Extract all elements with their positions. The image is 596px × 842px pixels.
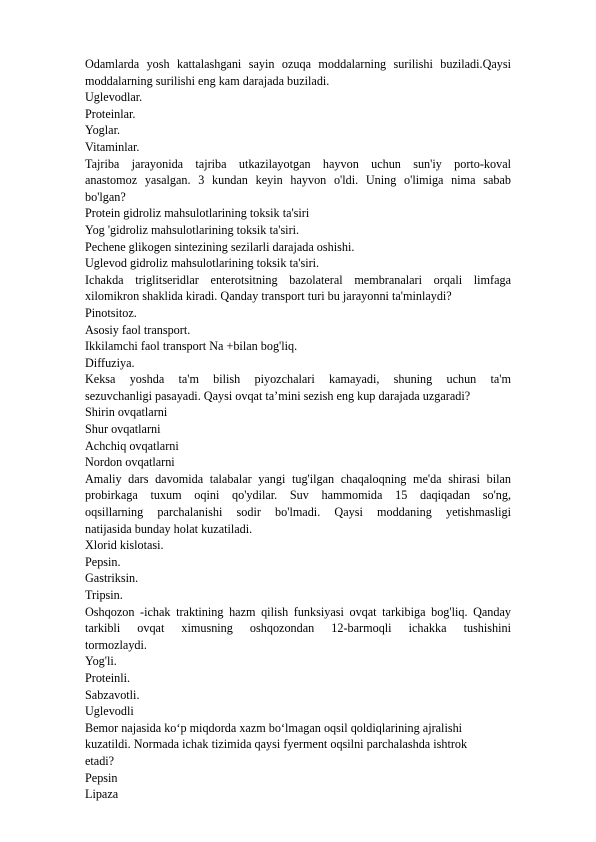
text-line: Xlorid kislotasi. [85, 538, 164, 553]
text-line: Uglevodli [85, 704, 134, 719]
text-line: Tajriba jarayonida tajriba utkazilayotgan hayvon uchun sun'iy porto-koval [85, 156, 511, 171]
text-line: Protein gidroliz mahsulotlarining toksik ta'siri [85, 206, 310, 221]
text-line: sezuvchanligi pasayadi. Qaysi ovqat ta’mini sezish eng kup darajada uzgaradi? [85, 388, 471, 403]
text-line: Sabzavotli. [85, 687, 140, 702]
text-line: natijasida bunday holat kuzatiladi. [85, 521, 253, 536]
text-line: Yog'li. [85, 654, 117, 669]
text-line: Odamlarda yosh kattalashgani sayin ozuqa moddalarning surilishi buziladi.Qaysi [85, 57, 511, 71]
text-line: anastomoz yasalgan. 3 kundan keyin hayvon o'ldi. Uning o'limiga nima sabab [85, 173, 511, 188]
text-line: Tripsin. [85, 588, 123, 602]
text-line: Asosiy faol transport. [85, 322, 191, 337]
text-line: moddalarning surilishi eng kam darajada buziladi. [85, 73, 330, 88]
text-line: Shirin ovqatlarni [85, 405, 168, 420]
text-line: Pepsin [85, 770, 118, 785]
text-line: Yog 'gidroliz mahsulotlarining toksik ta'siri. [85, 222, 300, 237]
text-line: Bemor najasida ko‘p miqdorda xazm bo‘lmagan oqsil qoldiqlarining ajralishi [85, 720, 463, 735]
text-line: probirkaga tuxum oqini qo'ydilar. Suv hammomida 15 daqiqadan so'ng, [85, 488, 511, 503]
text-line: Vitaminlar. [85, 139, 140, 154]
text-line: Ikkilamchi faol transport Na +bilan bog'liq. [85, 339, 298, 354]
text-line: etadi? [85, 753, 115, 768]
text-line: Uglevod gidroliz mahsulotlarining toksik ta'siri. [85, 256, 320, 271]
text-line: Yoglar. [85, 123, 120, 138]
text-line: oqsillarning parchalanishi sodir bo'lmadi. Qaysi moddaning yetishmasligi [85, 505, 511, 520]
text-line: Proteinli. [85, 670, 131, 685]
text-line: kuzatildi. Normada ichak tizimida qaysi fyerment oqsilni parchalashda ishtrok [85, 737, 468, 752]
text-line: Achchiq ovqatlarni [85, 438, 179, 453]
text-line: Amaliy dars davomida talabalar yangi tug'ilgan chaqaloqning me'da shirasi bilan [85, 471, 511, 486]
text-line: Gastriksin. [85, 571, 139, 586]
text-line: Uglevodlar. [85, 90, 143, 105]
document-body [85, 56, 511, 803]
text-line: Diffuziya. [85, 355, 135, 370]
text-line: tormozlaydi. [85, 637, 147, 652]
text-line: Oshqozon -ichak traktining hazm qilish funksiyasi ovqat tarkibiga bog'liq. Qanday [85, 604, 511, 619]
text-line: Keksa yoshda ta'm bilish piyozchalari kamayadi, shuning uchun ta'm [85, 372, 511, 387]
text-line: Shur ovqatlarni [85, 422, 161, 437]
text-line: Lipaza [85, 787, 119, 802]
text-line: tarkibli ovqat ximusning oshqozondan 12-barmoqli ichakka tushishini [85, 621, 511, 636]
text-line: Proteinlar. [85, 106, 136, 121]
text-line: Pinotsitoz. [85, 305, 137, 320]
text-line: xilomikron shaklida kiradi. Qanday transport turi bu jarayonni ta'minlaydi? [85, 289, 452, 304]
text-line: Nordon ovqatlarni [85, 455, 175, 470]
text-line: bo'lgan? [85, 189, 126, 204]
text-line: Pechene glikogen sintezining sezilarli darajada oshishi. [85, 239, 355, 254]
text-line: Pepsin. [85, 554, 121, 569]
text-line: Ichakda triglitseridlar enterotsitning bazolateral membranalari orqali limfaga [85, 272, 511, 287]
